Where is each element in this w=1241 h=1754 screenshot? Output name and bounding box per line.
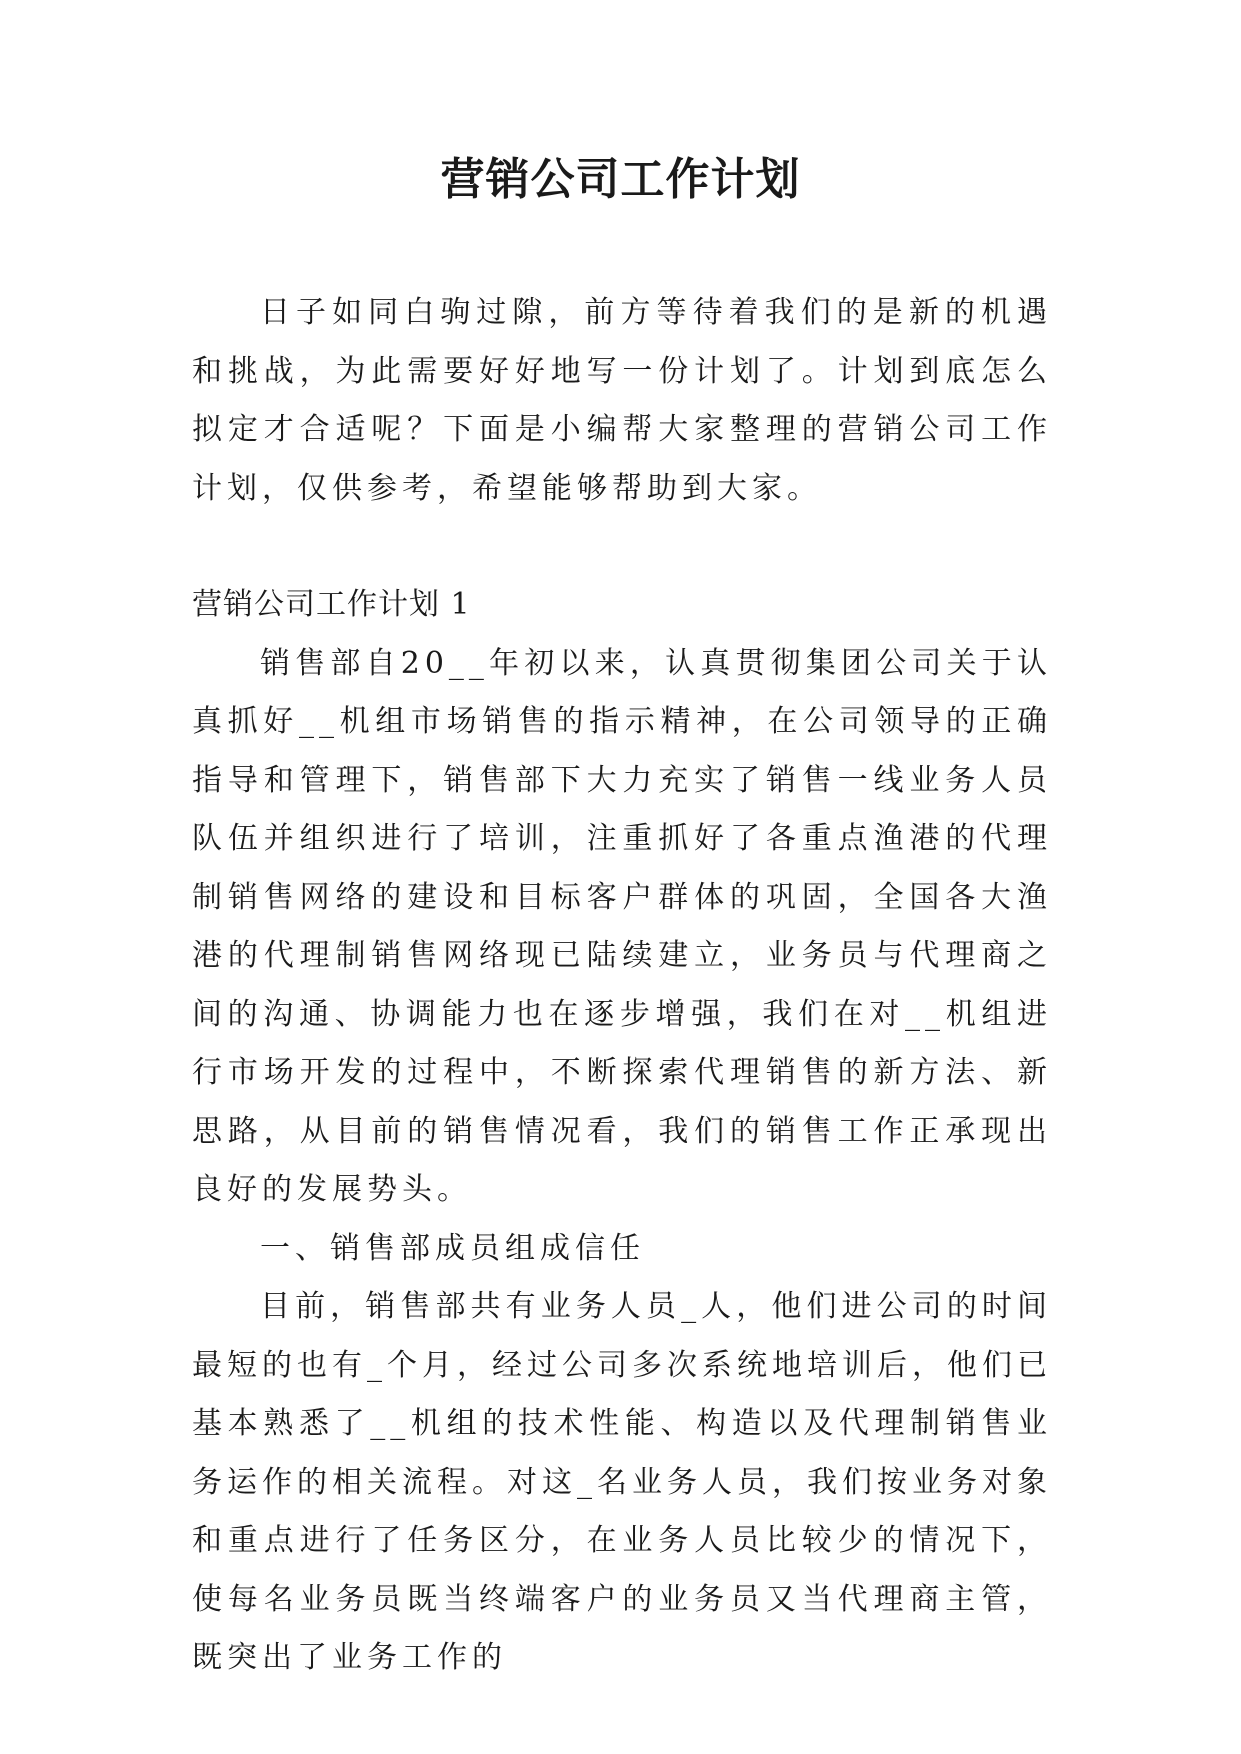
section-paragraph-1: 销售部自20__年初以来，认真贯彻集团公司关于认真抓好__机组市场销售的指示精神，在公司领导的正确指导和管理下，销售部下大力充实了销售一线业务人员队伍并组织进行了培训，注重抓好了各重点渔港的代理制销售网络的建设和目标客户群体的巩固，全国各大渔港的代理制销售网络现已陆续建立，业务员与代理商之间的沟通、协调能力也在逐步增强，我们在对__机组进行市场开发的过程中，不断探索代理销售的新方法、新思路，从目前的销售情况看，我们的销售工作正承现出良好的发展势头。 <box>192 645 1052 1207</box>
paragraph-gap <box>192 518 1052 576</box>
section-paragraph-2: 目前，销售部共有业务人员_人，他们进公司的时间最短的也有_个月，经过公司多次系统地培训后，他们已基本熟悉了__机组的技术性能、构造以及代理制销售业务运作的相关流程。对这_名业务人员，我们按业务对象和重点进行了任务区分，在业务人员比较少的情况下，使每名业务员既当终端客户的业务员又当代理商主管，既突出了业务工作的 <box>192 1289 1052 1675</box>
document-title: 营销公司工作计划 <box>440 154 801 205</box>
section-heading: 营销公司工作计划 1 <box>192 587 471 622</box>
document-body <box>192 284 1052 1688</box>
section-subheading: 一、销售部成员组成信任 <box>260 1230 645 1266</box>
intro-paragraph: 日子如同白驹过隙，前方等待着我们的是新的机遇和挑战，为此需要好好地写一份计划了。计划到底怎么拟定才合适呢？下面是小编帮大家整理的营销公司工作计划，仅供参考，希望能够帮助到大家。 <box>192 295 1052 506</box>
